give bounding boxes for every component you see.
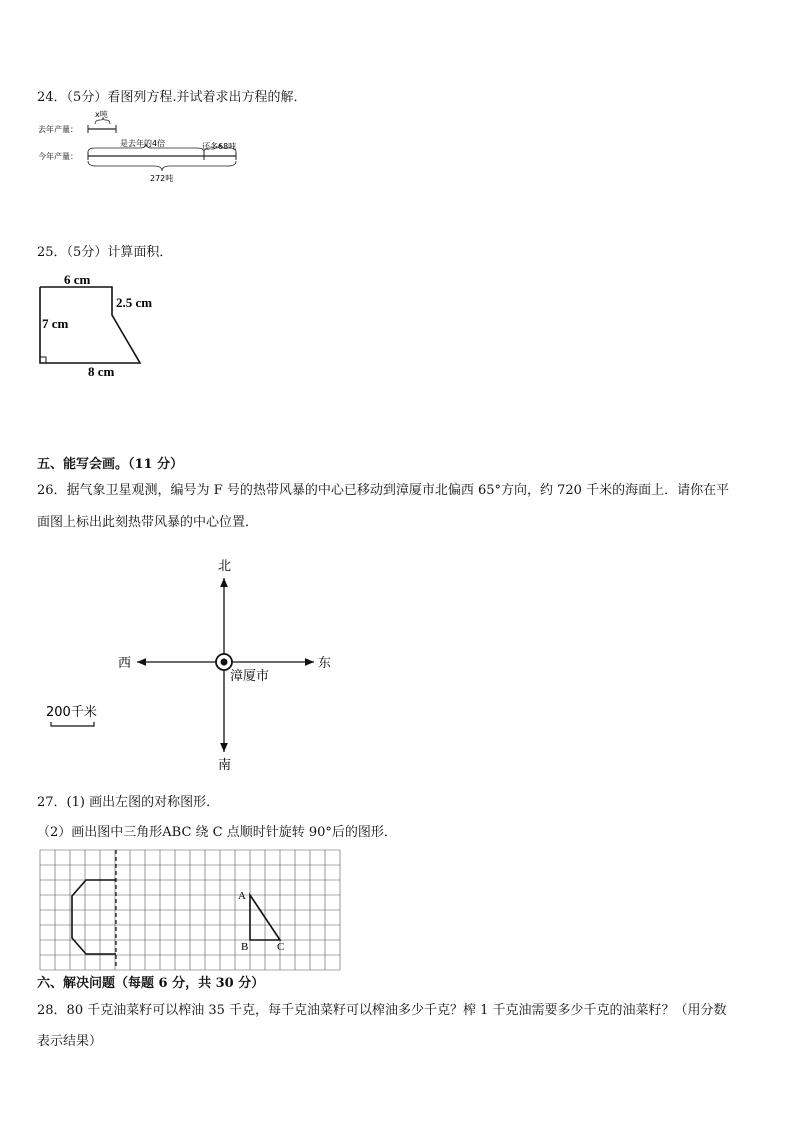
left-length-label: 7 cm (42, 316, 69, 331)
total-label: 272吨 (150, 174, 174, 183)
q27-line-1: 27．(1) 画出左图的对称图形． (37, 795, 220, 810)
point-c-label: C (277, 941, 285, 953)
section-5-heading: 五、能写会画。（11 分） (37, 457, 184, 472)
top-length-label: 6 cm (64, 272, 91, 287)
south-label: 南 (218, 758, 232, 773)
q26-line-2: 面图上标出此刻热带风暴的中心位置． (37, 515, 259, 530)
bottom-length-label: 8 cm (88, 364, 115, 379)
x-label: x吨 (95, 110, 108, 119)
step-length-label: 2.5 cm (116, 295, 153, 310)
q27-line-2: （2）画出图中三角形ABC 绕 C 点顺时针旋转 90°后的图形． (37, 825, 397, 840)
point-a-label: A (238, 890, 246, 902)
north-label: 北 (218, 559, 232, 574)
last-year-label: 去年产量： (38, 125, 78, 134)
q24-title: 24．（5分）看图列方程.并试着求出方程的解． (37, 90, 307, 105)
times-label: 是去年的4倍 (120, 139, 166, 148)
q26-line-1: 26．据气象卫星观测，编号为 F 号的热带风暴的中心已移动到漳厦市北偏西 65°方向，约 720 千米的海面上．请你在平 (37, 483, 730, 498)
city-label: 漳厦市 (230, 669, 270, 684)
east-label: 东 (318, 656, 332, 671)
half-shape (72, 880, 116, 954)
q25-title: 25．（5分）计算面积． (37, 245, 173, 260)
west-label: 西 (118, 656, 132, 671)
q28-line-1: 28．80 千克油菜籽可以榨油 35 千克，每千克油菜籽可以榨油多少千克？榨 1 千克油需要多少千克的油菜籽？（用分数 (37, 1003, 727, 1018)
this-year-label: 今年产量： (38, 152, 78, 161)
scale-label: 200千米 (46, 705, 97, 720)
point-b-label: B (241, 941, 249, 953)
section-6-heading: 六、解决问题（每题 6 分，共 30 分） (37, 976, 265, 991)
q28-line-2: 表示结果） (37, 1034, 103, 1049)
more-label: 还多68吨 (202, 142, 237, 151)
